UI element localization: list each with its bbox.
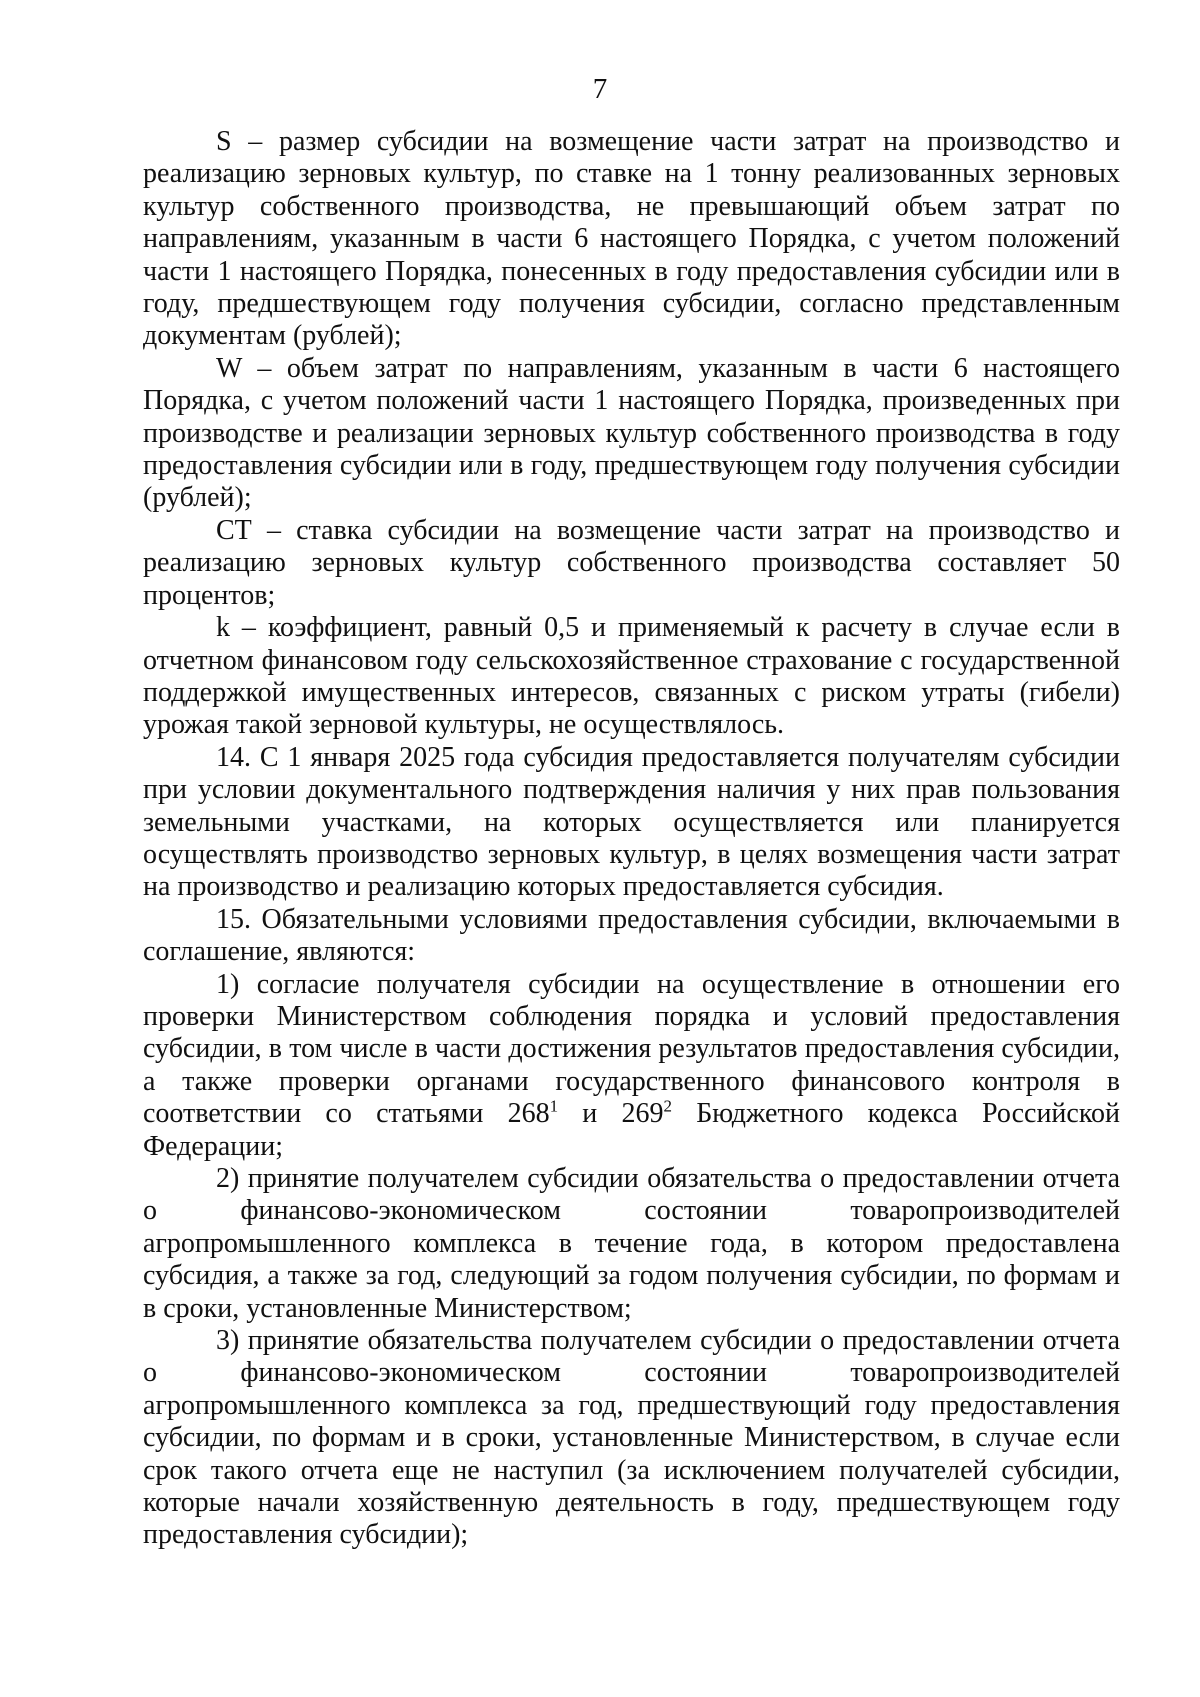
article-269-superscript: 2 <box>663 1096 672 1116</box>
paragraph-st-definition: СТ – ставка субсидии на возмещение части затрат на производство и реализацию зерновых культур собственного производства составляет 50 процентов; <box>143 514 1120 611</box>
paragraph-w-definition: W – объем затрат по направлениям, указанным в части 6 настоящего Порядка, с учетом положений части 1 настоящего Порядка, произведенных при производстве и реализации зерновых культур собственного производства в году предоставления субсидии или в году, предшествующем году получения субсидии (рублей); <box>143 352 1120 514</box>
paragraph-14: 14. С 1 января 2025 года субсидия предоставляется получателям субсидии при условии документального подтверждения наличия у них прав пользования земельными участками, на которых осуществляется или планируется осуществлять производство зерновых культур, в целях возмещения части затрат на производство и реализацию которых предоставляется субсидия. <box>143 741 1120 903</box>
list-item-2: 2) принятие получателем субсидии обязательства о предоставлении отчета о финансово-экономическом состоянии товаропроизводителей агропромышленного комплекса в течение года, в котором предоставлена субсидия, а также за год, следующий за годом получения субсидии, по формам и в сроки, установленные Министерством; <box>143 1163 1120 1324</box>
paragraph-k-definition: k – коэффициент, равный 0,5 и применяемый к расчету в случае если в отчетном финансовом году сельскохозяйственное страхование с государственной поддержкой имущественных интересов, связанных с риском утраты (гибели) урожая такой зерновой культуры, не осуществлялось. <box>143 612 1120 741</box>
list-item-1-text-start: 1) согласие получателя субсидии на осуществление в отношении его проверки Министерством соблюдения порядка и условий предоставления субсидии, в том числе в части достижения результатов предоставления субсидии, а также проверки органами государственного финансового контроля в соответствии со статьями 268 <box>143 968 1120 1130</box>
list-item-3: 3) принятие обязательства получателем субсидии о предоставлении отчета о финансово-экономическом состоянии товаропроизводителей агропромышленного комплекса за год, предшествующий году предоставления субсидии, по формам и в сроки, установленные Министерством, в случае если срок такого отчета еще не наступил (за исключением получателей субсидии, которые начали хозяйственную деятельность в году, предшествующем году предоставления субсидии); <box>143 1325 1120 1551</box>
paragraph-15: 15. Обязательными условиями предоставления субсидии, включаемыми в соглашение, являются: <box>143 903 1120 968</box>
page-number: 7 <box>592 73 608 105</box>
list-item-1 <box>143 969 1120 1163</box>
paragraph-s-definition: S – размер субсидии на возмещение части затрат на производство и реализацию зерновых культур, по ставке на 1 тонну реализованных зерновых культур собственного производства, не превышающий объем затрат по направлениям, указанным в части 6 настоящего Порядка, с учетом положений части 1 настоящего Порядка, понесенных в году предоставления субсидии или в году, предшествующем году получения субсидии, согласно представленным документам (рублей); <box>143 126 1120 352</box>
article-268-superscript: 1 <box>549 1096 559 1116</box>
list-item-1-text-middle: и 269 <box>558 1098 664 1130</box>
document-body <box>143 126 1120 1552</box>
list-item-1-text-end: Бюджетного кодекса Российской Федерации; <box>143 1098 1121 1162</box>
